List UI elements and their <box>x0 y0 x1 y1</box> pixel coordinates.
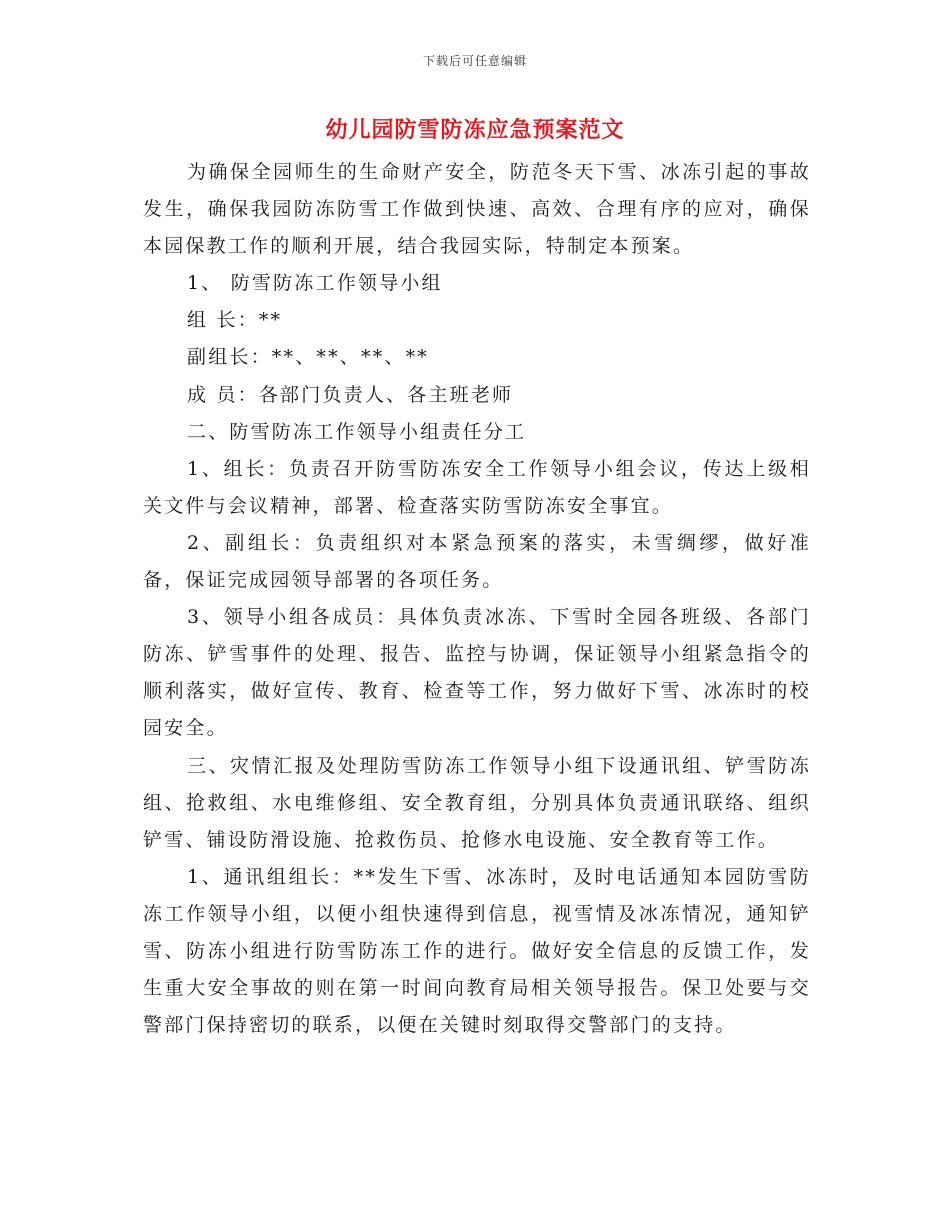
document-body <box>143 154 811 1044</box>
paragraph-communication-group: 1、通讯组组长：**发生下雪、冰冻时，及时电话通知本园防雪防冻工作领导小组，以便小组快速得到信息，视雪情及冰冻情况，通知铲雪、防冻小组进行防雪防冻工作的进行。做好安全信息的反馈工作，发生重大安全事故的则在第一时间向教育局相关领导报告。保卫处要与交警部门保持密切的联系，以便在关键时刻取得交警部门的支持。 <box>143 865 811 1037</box>
paragraph-intro: 为确保全园师生的生命财产安全，防范冬天下雪、冰冻引起的事故发生，确保我园防冻防雪工作做到快速、高效、合理有序的应对，确保本园保教工作的顺利开展，结合我园实际，特制定本预案。 <box>143 161 811 258</box>
paragraph-deputy-duty: 2、副组长：负责组织对本紧急预案的落实，未雪绸缪，做好准备，保证完成园领导部署的各项任务。 <box>143 531 811 592</box>
paragraph-members: 成 员：各部门负责人、各主班老师 <box>187 383 514 406</box>
paragraph-section-2-heading: 二、防雪防冻工作领导小组责任分工 <box>187 420 527 443</box>
paragraph-members-duty: 3、领导小组各成员：具体负责冰冻、下雪时全园各班级、各部门防冻、铲雪事件的处理、报告、监控与协调，保证领导小组紧急指令的顺利落实，做好宣传、教育、检查等工作，努力做好下雪、冰冻时的校园安全。 <box>143 606 811 740</box>
paragraph-group-leader: 组 长：** <box>187 309 283 332</box>
page-header-note: 下载后可任意编辑 <box>422 54 527 68</box>
paragraph-leader-duty: 1、组长：负责召开防雪防冻安全工作领导小组会议，传达上级相关文件与会议精神，部署、检查落实防雪防冻安全事宜。 <box>143 457 811 517</box>
paragraph-section-1-heading: 1、 防雪防冻工作领导小组 <box>187 272 443 295</box>
paragraph-section-3: 三、灾情汇报及处理防雪防冻工作领导小组下设通讯组、铲雪防冻组、抢救组、水电维修组、安全教育组，分别具体负责通讯联络、组织铲雪、铺设防滑设施、抢救伤员、抢修水电设施、安全教育等工作。 <box>143 754 811 851</box>
document-title: 幼儿园防雪防冻应急预案范文 <box>325 117 625 143</box>
paragraph-deputy-leaders: 副组长：**、**、**、** <box>187 346 430 369</box>
